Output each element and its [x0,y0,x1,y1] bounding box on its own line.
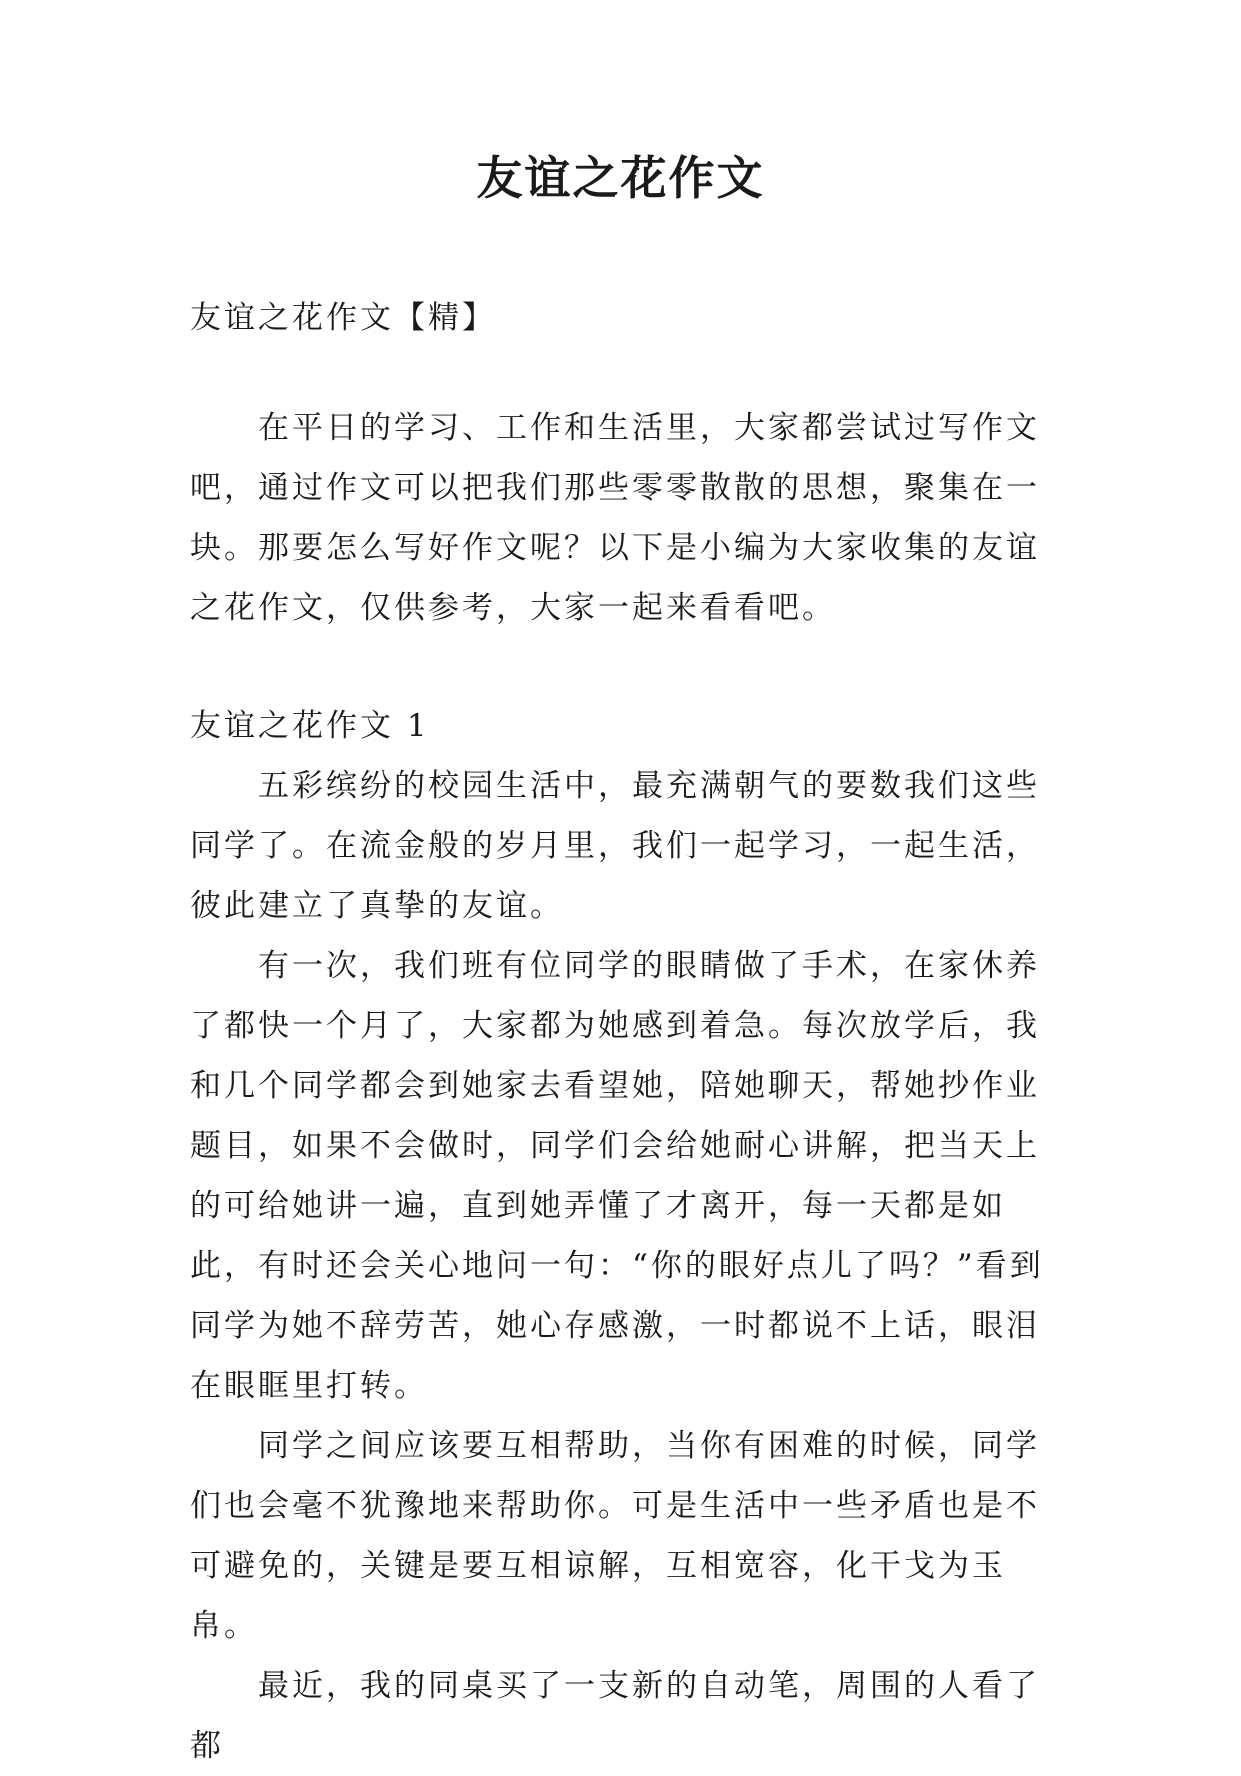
body-paragraph-3: 同学之间应该要互相帮助，当你有困难的时候，同学们也会毫不犹豫地来帮助你。可是生活中一些矛盾也是不可避免的，关键是要互相谅解，互相宽容，化干戈为玉帛。 [190,1428,1040,1644]
document-body [190,288,1060,1776]
intro-paragraph: 在平日的学习、工作和生活里，大家都尝试过写作文吧，通过作文可以把我们那些零零散散的思想，聚集在一块。那要怎么写好作文呢？以下是小编为大家收集的友谊之花作文，仅供参考，大家一起来看看吧。 [190,410,1040,626]
body-paragraph-2: 有一次，我们班有位同学的眼睛做了手术，在家休养了都快一个月了，大家都为她感到着急。每次放学后，我和几个同学都会到她家去看望她，陪她聊天，帮她抄作业题目，如果不会做时，同学们会给她耐心讲解，把当天上的可给她讲一遍，直到她弄懂了才离开，每一天都是如此，有时还会关心地问一句：“你的眼好点儿了吗？”看到同学为她不辞劳苦，她心存感激，一时都说不上话，眼泪在眼眶里打转。 [190,948,1044,1404]
document-title: 友谊之花作文 [476,151,765,205]
document-subtitle: 友谊之花作文【精】 [190,300,496,336]
body-paragraph-4: 最近，我的同桌买了一支新的自动笔，周围的人看了都 [190,1668,1040,1764]
body-paragraph-1: 五彩缤纷的校园生活中，最充满朝气的要数我们这些同学了。在流金般的岁月里，我们一起学习，一起生活，彼此建立了真挚的友谊。 [190,768,1040,924]
section-heading: 友谊之花作文 1 [190,708,430,744]
